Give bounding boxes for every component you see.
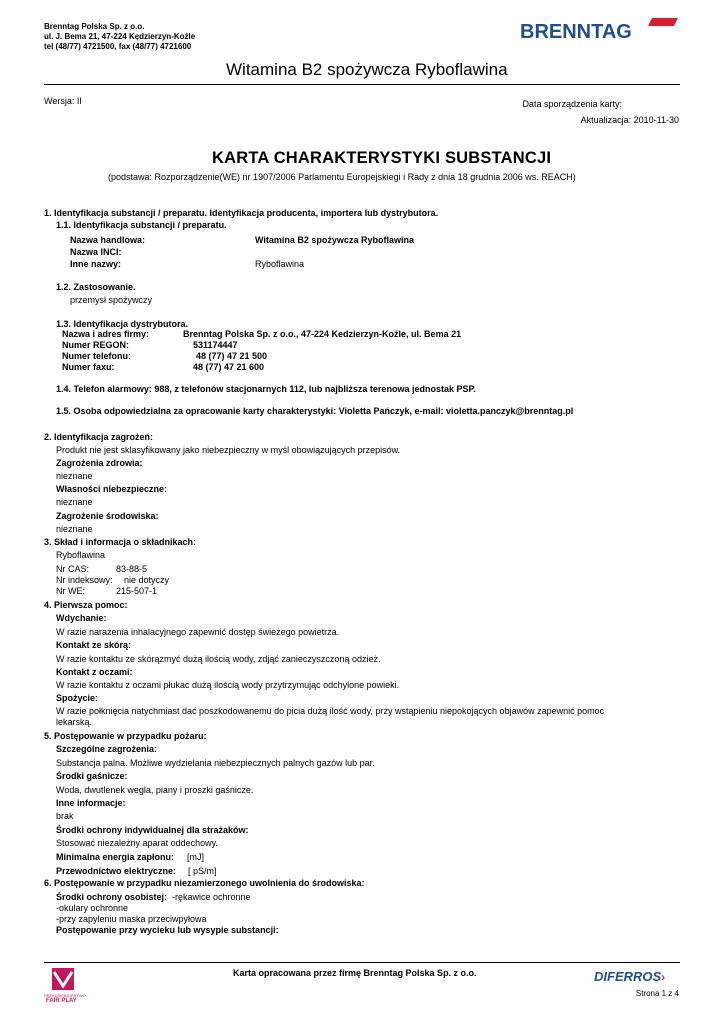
fair-play-logo xyxy=(44,966,84,1006)
personal-protection-mask: -przy zapyleniu maska przeciwpyłowa xyxy=(56,914,207,924)
company-address: ul. J. Bema 21, 47-224 Kędzierzyn-Koźle xyxy=(44,32,196,41)
health-hazards-label: Zagrożenia zdrowia: xyxy=(56,458,143,468)
section-1-5-responsible: 1.5. Osoba odpowiedzialna za opracowanie karty charakterystyki: Violetta Pańczyk, e-mail: violetta.panczyk@brenntag.pl xyxy=(56,406,574,416)
date-label: Data sporządzenia karty: xyxy=(522,99,622,109)
other-info-value: brak xyxy=(56,811,74,821)
skin-contact-value: W razie kontaktu ze skórązmyć dużą ilością wody, zdjąć zanieczyszczoną odzież. xyxy=(56,654,381,664)
eye-contact-value: W razie kontaktu z oczami płukac dużą ilością wody przytrzymując odchylone powieki. xyxy=(56,680,400,690)
ingestion-value: W razie połknięcia natychmiast dać poszkodowanemu do picia dużą ilość wody, przy wstąpieniu niepokojących objawów zapewnić pomoc xyxy=(56,706,605,716)
section-1-heading: 1. Identyfikacja substancji / preparatu. Identyfikacja producenta, importera lub dystrybutora. xyxy=(44,208,439,218)
section-4-heading: 4. Pierwsza pomoc: xyxy=(44,600,128,610)
trade-name-label: Nazwa handlowa: xyxy=(70,235,146,245)
section-1-4-emergency: 1.4. Telefon alarmowy: 988, z telefonów stacjonarnych 112, lub najbliższa terenowa jednostak PSP. xyxy=(56,384,476,394)
fax-label: Numer faxu: xyxy=(62,362,115,372)
eye-contact-label: Kontakt z oczami: xyxy=(56,667,133,677)
we-value: 215-507-1 xyxy=(116,586,158,596)
we-label: Nr WE: xyxy=(56,586,85,596)
other-names-value: Ryboflawina xyxy=(255,259,305,269)
company-address-value: Brenntag Polska Sp. z o.o., 47-224 Kedzierzyn-Koźle, ul. Bema 21 xyxy=(183,329,462,339)
other-info-label: Inne informacje: xyxy=(56,798,126,808)
section-6-heading: 6. Postępowanie w przypadku niezamierzonego uwolnienia do środowiska: xyxy=(44,878,365,888)
component-name: Ryboflawina xyxy=(56,550,106,560)
environment-hazard-value: nieznane xyxy=(56,524,93,534)
ingestion-value-cont: lekarską. xyxy=(56,717,93,727)
footer-divider xyxy=(44,962,680,963)
inhalation-value: W razie narażenia inhalacyjnego zapewnić dostęp świeżego powietrza. xyxy=(56,627,340,637)
hazard-properties-value: nieznane xyxy=(56,497,93,507)
special-hazards-value: Substancja palna. Możliwe wydzielania niebezpiecznych palnych gazów lub par. xyxy=(56,758,375,768)
header-divider xyxy=(44,84,680,85)
personal-protection-label: Środki ochrony osobistej: xyxy=(56,892,168,902)
section-1-2-heading: 1.2. Zastosowanie. xyxy=(56,282,136,292)
index-label: Nr indeksowy: xyxy=(56,575,113,585)
ignition-energy-label: Minimalna energia zapłonu: xyxy=(56,852,175,862)
phone-label: Numer telefonu: xyxy=(62,351,132,361)
environment-hazard-label: Zagrożenie środowiska: xyxy=(56,511,159,521)
extinguishing-label: Środki gaśnicze: xyxy=(56,771,128,781)
health-hazards-value: nieznane xyxy=(56,471,93,481)
ingestion-label: Spożycie: xyxy=(56,693,99,703)
regon-value: 531174447 xyxy=(193,340,238,350)
firefighter-ppe-value: Stosować niezależny aparat oddechowy. xyxy=(56,838,218,848)
document-title: KARTA CHARAKTERYSTYKI SUBSTANCJI xyxy=(212,149,552,167)
version: Wersja: II xyxy=(44,96,82,106)
fax-value: 48 (77) 47 21 600 xyxy=(193,362,265,372)
cas-label: Nr CAS: xyxy=(56,564,90,574)
section-3-heading: 3. Skład i informacja o składnikach: xyxy=(44,537,197,547)
cas-value: 83-88-5 xyxy=(116,564,148,574)
document-subtitle: (podstawa: Rozporządzenie(WE) nr 1907/2006 Parlamentu Europejskiegi i Rady z dnia 18 grudnia 2006 ws. REACH) xyxy=(108,172,576,182)
section-2-heading: 2. Identyfikacja zagrożeń: xyxy=(44,432,154,442)
firefighter-ppe-label: Środki ochrony indywidualnej dla strażaków: xyxy=(56,825,249,835)
conductivity-label: Przewodnictwo elektryczne: xyxy=(56,866,177,876)
fair-play-small: PRZEDSIĘBIORSTWO xyxy=(44,993,86,998)
index-value: nie dotyczy xyxy=(124,575,170,585)
section-1-1-heading: 1.1. Identyfikacja substancji / preparatu. xyxy=(56,220,227,230)
company-contact: tel (48/77) 4721500, fax (48/77) 4721600 xyxy=(44,42,192,51)
product-title: Witamina B2 spożywcza Ryboflawina xyxy=(226,60,508,79)
company-name: Brenntag Polska Sp. z o.o. xyxy=(44,22,145,31)
ignition-energy-value: [mJ] xyxy=(187,852,204,862)
update-date: Aktualizacja: 2010-11-30 xyxy=(580,115,679,125)
inhalation-label: Wdychanie: xyxy=(56,613,107,623)
diferros-logo: DIFERROS› xyxy=(594,969,666,984)
phone-value: 48 (77) 47 21 500 xyxy=(196,351,268,361)
company-address-label: Nazwa i adres firmy: xyxy=(62,329,150,339)
page-number: Strona 1 z 4 xyxy=(635,989,679,998)
brenntag-logo xyxy=(520,14,682,42)
skin-contact-label: Kontakt ze skórą: xyxy=(56,640,132,650)
inci-name-label: Nazwa INCI: xyxy=(70,247,122,257)
personal-protection-value: -rękawice ochronne xyxy=(172,892,251,902)
section-1-3-heading: 1.3. Identyfikacja dystrybutora. xyxy=(56,319,189,329)
fair-play-text: FAIR PLAY xyxy=(46,998,77,1004)
other-names-label: Inne nazwy: xyxy=(70,259,122,269)
section-5-heading: 5. Postępowanie w przypadku pożaru: xyxy=(44,731,207,741)
spill-procedure-label: Postępowanie przy wycieku lub wysypie substancji: xyxy=(56,925,279,935)
usage-value: przemysł spożywczy xyxy=(70,295,153,305)
trade-name-value: Witamina B2 spożywcza Ryboflawina xyxy=(255,235,414,245)
conductivity-value: [ pS/m] xyxy=(188,866,217,876)
extinguishing-value: Woda, dwutlenek wegla, piany i proszki gaśnicze. xyxy=(56,785,254,795)
personal-protection-goggles: -okulary ochronne xyxy=(56,903,129,913)
hazard-properties-label: Własności niebezpieczne: xyxy=(56,484,168,494)
regon-label: Numer REGON: xyxy=(62,340,130,350)
section-2-statement: Produkt nie jest sklasyfikowany jako niebezpieczny w myśl obowiązujących przepisów. xyxy=(56,445,401,455)
special-hazards-label: Szczególne zagrożenia: xyxy=(56,744,158,754)
svg-text:BRENNTAG: BRENNTAG xyxy=(520,21,632,42)
footer-credit: Karta opracowana przez firmę Brenntag Polska Sp. z o.o. xyxy=(233,968,477,978)
